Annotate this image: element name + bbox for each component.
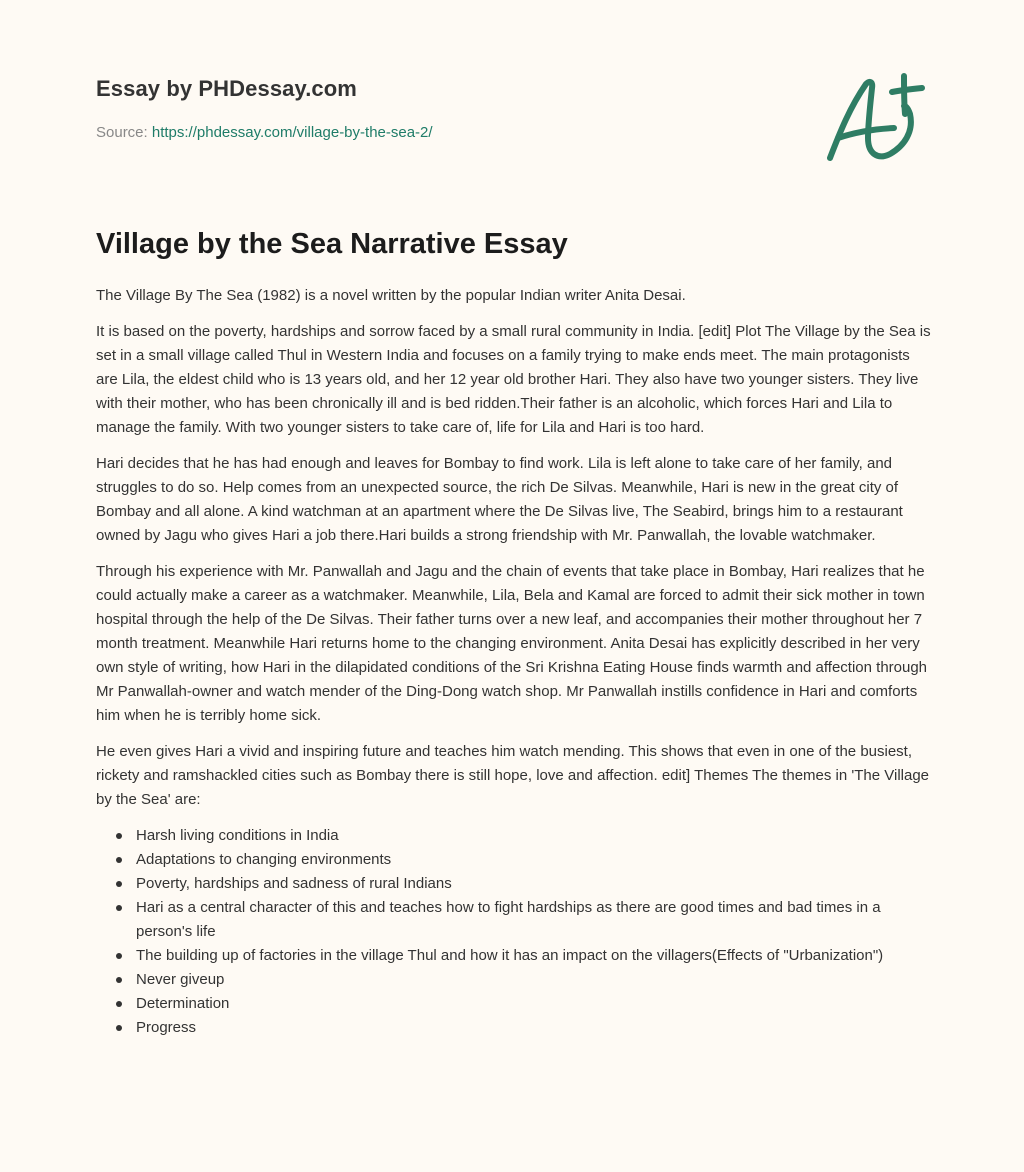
a-plus-grade-icon [818, 62, 938, 172]
essay-body [96, 284, 932, 1040]
theme-item: Progress [136, 1016, 932, 1040]
themes-list [96, 824, 932, 1040]
theme-item: Harsh living conditions in India [136, 824, 932, 848]
source-label: Source: [96, 124, 148, 141]
theme-item: Poverty, hardships and sadness of rural Indians [136, 872, 932, 896]
theme-item: Hari as a central character of this and teaches how to fight hardships as there are good times and bad times in a person's life [136, 896, 932, 944]
essay-paragraph: He even gives Hari a vivid and inspiring future and teaches him watch mending. This shows that even in one of the busiest, rickety and ramshackled cities such as Bombay there is still hope, love and affection. edit] Themes The themes in 'The Village by the Sea' are: [96, 743, 930, 808]
theme-item: Never giveup [136, 968, 932, 992]
essay-paragraph: It is based on the poverty, hardships and sorrow faced by a small rural community in India. [edit] Plot The Village by the Sea is set in a small village called Thul in Western India and focuses on a family trying to make ends meet. The main protagonists are Lila, the eldest child who is 13 years old, and her 12 year old brother Hari. They also have two younger sisters. They live with their mother, who has been chronically ill and is bed ridden.Their father is an alcoholic, which forces Hari and Lila to manage the family. With two younger sisters to take care of, life for Lila and Hari is too hard. [96, 323, 931, 436]
source-line [96, 124, 433, 141]
site-title: Essay by PHDessay.com [96, 76, 357, 101]
essay-paragraph: The Village By The Sea (1982) is a novel written by the popular Indian writer Anita Desai. [96, 287, 686, 304]
essay-paragraph: Hari decides that he has had enough and leaves for Bombay to find work. Lila is left alone to take care of her family, and struggles to do so. Help comes from an unexpected source, the rich De Silvas. Meanwhile, Hari is new in the great city of Bombay and all alone. A kind watchman at an apartment where the De Silvas live, The Seabird, brings him to a restaurant owned by Jagu who gives Hari a job there.Hari builds a strong friendship with Mr. Panwallah, the lovable watchmaker. [96, 455, 903, 544]
essay-content [96, 222, 932, 1040]
theme-item: Adaptations to changing environments [136, 848, 932, 872]
essay-paragraph: Through his experience with Mr. Panwallah and Jagu and the chain of events that take place in Bombay, Hari realizes that he could actually make a career as a watchmaker. Meanwhile, Lila, Bela and Kamal are forced to admit their sick mother in town hospital through the help of the De Silvas. Their father turns over a new leaf, and accompanies their mother throughout her 7 month treatment. Meanwhile Hari returns home to the changing environment. Anita Desai has explicitly described in her very own style of writing, how Hari in the dilapidated conditions of the Sri Krishna Eating House finds warmth and affection through Mr Panwallah-owner and watch mender of the Ding-Dong watch shop. Mr Panwallah instills confidence in Hari and comforts him when he is terribly home sick. [96, 563, 928, 724]
essay-title: Village by the Sea Narrative Essay [96, 228, 568, 260]
source-link[interactable]: https://phdessay.com/village-by-the-sea-2/ [151, 124, 433, 141]
page-header [0, 0, 1024, 200]
theme-item: The building up of factories in the village Thul and how it has an impact on the villagers(Effects of "Urbanization") [136, 944, 932, 968]
theme-item: Determination [136, 992, 932, 1016]
